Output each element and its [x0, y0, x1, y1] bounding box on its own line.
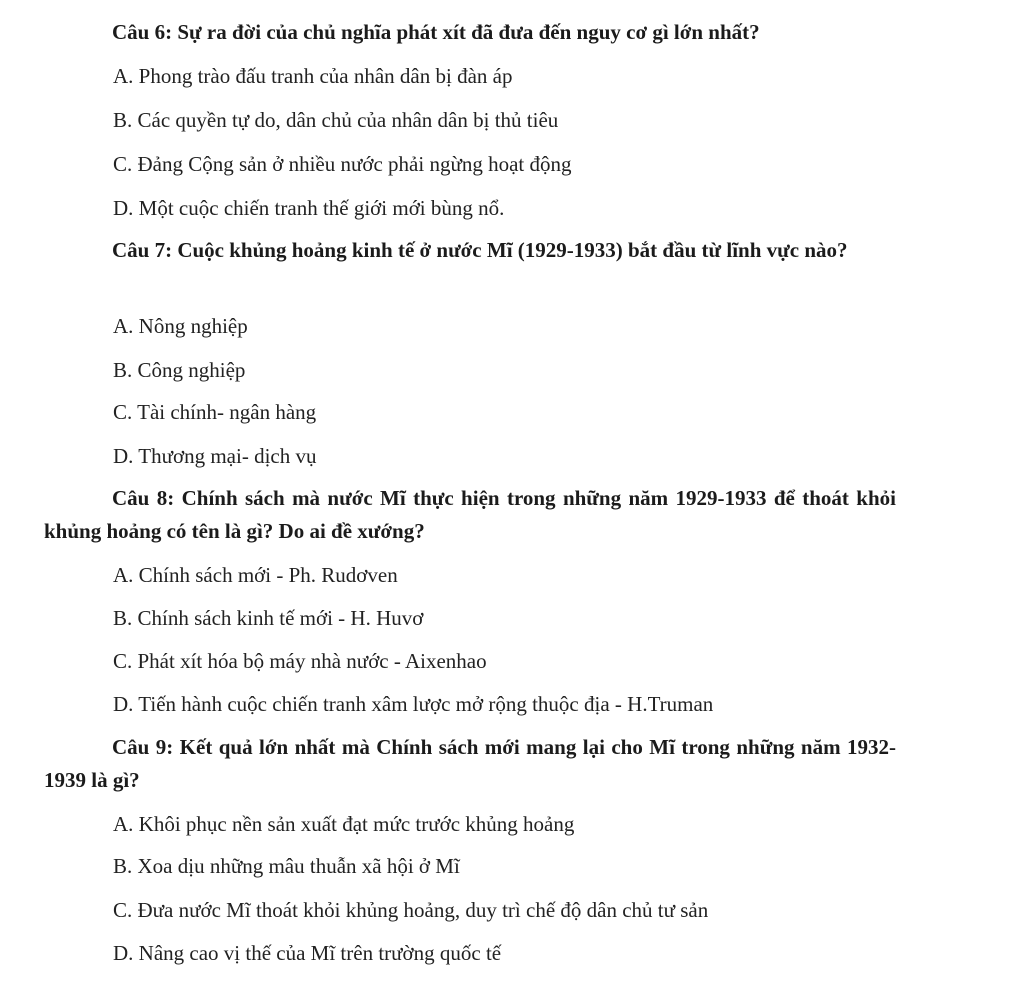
question-8-option-d: D. Tiến hành cuộc chiến tranh xâm lược mở rộng thuộc địa - H.Truman	[113, 692, 714, 716]
question-7: Câu 7: Cuộc khủng hoảng kinh tế ở nước Mĩ (1929-1933) bắt đầu từ lĩnh vực nào?	[112, 238, 848, 262]
question-8-option-a: A. Chính sách mới - Ph. Rudơven	[113, 563, 398, 587]
question-7-option-d: D. Thương mại- dịch vụ	[113, 444, 317, 468]
question-6-option-d: D. Một cuộc chiến tranh thế giới mới bùng nổ.	[113, 196, 505, 220]
question-6-option-a: A. Phong trào đấu tranh của nhân dân bị đàn áp	[113, 64, 513, 88]
question-9-option-b: B. Xoa dịu những mâu thuẫn xã hội ở Mĩ	[113, 854, 460, 878]
question-6-option-b: B. Các quyền tự do, dân chủ của nhân dân bị thủ tiêu	[113, 108, 559, 132]
question-7-option-c: C. Tài chính- ngân hàng	[113, 400, 317, 424]
question-9: Câu 9: Kết quả lớn nhất mà Chính sách mới mang lại cho Mĩ trong những năm 1932-1939 là gì?	[44, 735, 896, 792]
question-6: Câu 6: Sự ra đời của chủ nghĩa phát xít đã đưa đến nguy cơ gì lớn nhất?	[112, 20, 760, 44]
question-7-option-a: A. Nông nghiệp	[113, 314, 248, 338]
question-9-option-c: C. Đưa nước Mĩ thoát khỏi khủng hoảng, duy trì chế độ dân chủ tư sản	[113, 898, 709, 922]
question-8: Câu 8: Chính sách mà nước Mĩ thực hiện trong những năm 1929-1933 để thoát khỏi khủng hoảng có tên là gì? Do ai đề xướng?	[44, 486, 896, 543]
question-7-option-b: B. Công nghiệp	[113, 358, 246, 382]
question-8-option-b: B. Chính sách kinh tế mới - H. Huvơ	[113, 606, 424, 630]
question-9-option-d: D. Nâng cao vị thế của Mĩ trên trường quốc tế	[113, 941, 502, 965]
question-8-option-c: C. Phát xít hóa bộ máy nhà nước - Aixenhao	[113, 649, 487, 673]
question-6-option-c: C. Đảng Cộng sản ở nhiều nước phải ngừng hoạt động	[113, 152, 572, 176]
question-9-option-a: A. Khôi phục nền sản xuất đạt mức trước khủng hoảng	[113, 812, 575, 836]
